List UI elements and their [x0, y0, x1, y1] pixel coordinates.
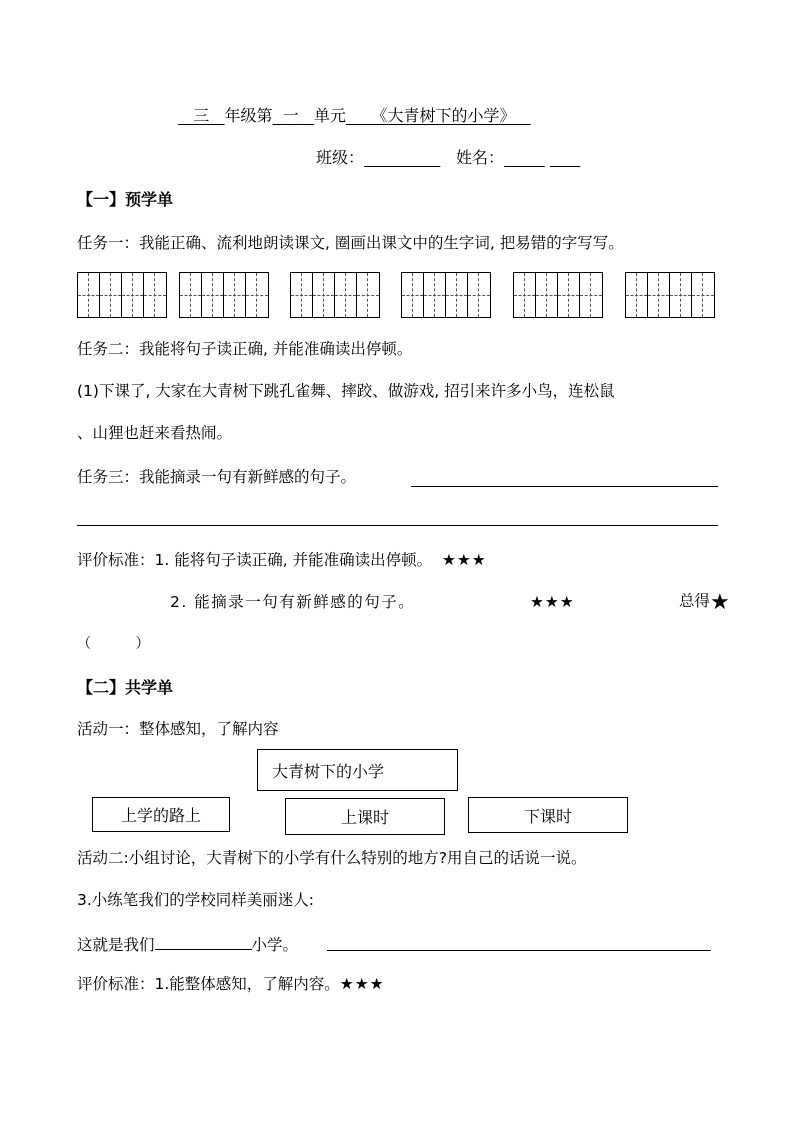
total-star-icon: ★: [710, 590, 730, 615]
class-label: 班级：: [316, 148, 365, 167]
eval2-item: 2. 能摘录一句有新鲜感的句子。: [170, 593, 416, 611]
lesson-title: 《大青树下的小学》: [371, 106, 516, 125]
name-field: [456, 150, 580, 166]
practice-prompt: 3.小练笔我们的学校同样美丽迷人:: [77, 891, 315, 909]
unit-suffix: 单元: [314, 106, 347, 125]
box-in-class-text: 上课时: [340, 808, 389, 827]
char-grid-3[interactable]: [290, 272, 380, 318]
char-grid-6[interactable]: [625, 272, 715, 318]
total-score: [679, 592, 730, 614]
box-lesson-title: [257, 749, 458, 791]
total-label: 总得: [679, 592, 711, 610]
eval1-text: [77, 553, 487, 569]
eval3-text: [77, 977, 384, 993]
box-in-class: [285, 798, 445, 835]
eval3-label: 评价标准：1.能整体感知，了解内容。: [77, 975, 340, 993]
practice-tail: 小学。: [251, 936, 299, 954]
grade-blank: 三: [193, 106, 210, 125]
class-field: [316, 150, 440, 166]
sentence-line-2: 、山狸也赶来看热闹。: [77, 424, 233, 442]
section2-heading: 【二】共学单: [77, 678, 174, 697]
box-lesson-title-text: 大青树下的小学: [272, 761, 385, 781]
box-on-the-way-text: 上学的路上: [120, 806, 201, 825]
char-grid-4[interactable]: [401, 272, 491, 318]
name-blank-2[interactable]: [550, 148, 581, 167]
box-after-class-text: 下课时: [523, 806, 572, 826]
eval2-stars: ★★★: [530, 593, 575, 611]
task2-text: 任务二：我能将句子读正确, 并能准确读出停顿。: [77, 340, 413, 358]
char-grid-5[interactable]: [513, 272, 603, 318]
section1-heading: 【一】预学单: [77, 190, 174, 209]
unit-blank: 一: [282, 106, 299, 125]
box-after-class: [468, 797, 628, 833]
practice-lead: 这就是我们: [77, 936, 155, 954]
class-blank[interactable]: [364, 148, 440, 167]
school-name-blank[interactable]: [155, 935, 252, 950]
eval1-stars: ★★★: [441, 551, 487, 569]
activity1-text: 活动一：整体感知，了解内容: [77, 720, 279, 738]
eval1-label: 评价标准：1. 能将句子读正确, 并能准确读出停顿。: [77, 551, 433, 569]
task3-answer-line-2[interactable]: [77, 525, 718, 526]
total-paren-blank[interactable]: （ ）: [77, 636, 150, 652]
char-grid-2[interactable]: [179, 272, 269, 318]
sentence-line-1: (1)下课了, 大家在大青树下跳孔雀舞、摔跤、做游戏, 招引来许多小鸟，连松鼠: [77, 382, 615, 400]
practice-sentence: [77, 935, 298, 954]
grade-suffix: 年级第: [224, 106, 273, 125]
worksheet-title: [178, 108, 531, 124]
char-grid-1[interactable]: [77, 272, 167, 318]
activity2-text: 活动二:小组讨论，大青树下的小学有什么特别的地方?用自己的话说一说。: [77, 849, 587, 867]
task3-text: 任务三：我能摘录一句有新鲜感的句子。: [77, 468, 357, 486]
task1-text: 任务一：我能正确、流利地朗读课文, 圈画出课文中的生字词, 把易错的字写写。: [77, 234, 624, 252]
box-on-the-way: [92, 797, 230, 832]
eval3-stars: ★★★: [339, 975, 385, 993]
name-label: 姓名：: [456, 148, 505, 167]
task3-answer-line[interactable]: [411, 486, 718, 487]
practice-answer-line[interactable]: [327, 950, 711, 951]
name-blank[interactable]: [504, 148, 545, 167]
